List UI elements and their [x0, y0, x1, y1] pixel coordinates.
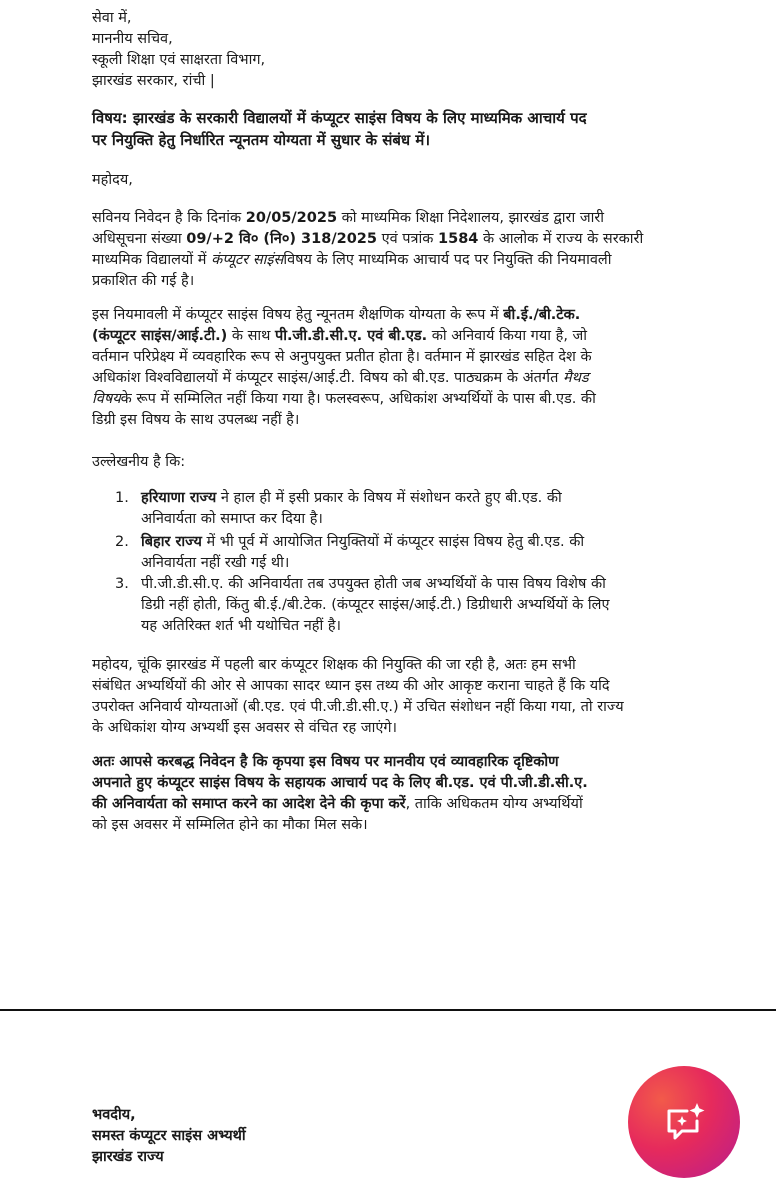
subject-line: विषय: झारखंड के सरकारी विद्यालयों में कंप्यूटर साइंस विषय के लिए माध्यमिक आचार्य पद: [92, 109, 587, 127]
subject-block: [92, 107, 702, 151]
ai-sparkle-chat-icon: [661, 1099, 707, 1145]
signature-line: झारखंड राज्य: [92, 1149, 164, 1165]
ai-assistant-button[interactable]: [628, 1066, 740, 1178]
paragraph-notification: सविनय निवेदन है कि दिनांक 20/05/2025 को माध्यमिक शिक्षा निदेशालय, झारखंड द्वारा जारी अधिसूचना संख्या 09/+2 वि० (नि०) 318/2025 एवं पत्रांक 1584 के आलोक में राज्य के सरकारी माध्यमिक विद्यालयों में कंप्यूटर साइंसविषय के लिए माध्यमिक आचार्य पद पर नियुक्ति की नियमावली प्रकाशित की गई है।: [92, 210, 644, 289]
salutation: महोदय,: [92, 172, 133, 188]
paragraph-qualification: इस नियमावली में कंप्यूटर साइंस विषय हेतु न्यूनतम शैक्षणिक योग्यता के रूप में बी.ई./बी.टेक. (कंप्यूटर साइंस/आई.टी.) के साथ पी.जी.डी.सी.ए. एवं बी.एड. को अनिवार्य किया गया है, जो वर्तमान परिप्रेक्ष्य में व्यवहारिक रूप से अनुपयुक्त प्रतीत होता है। वर्तमान में झारखंड सहित देश के अधिकांश विश्वविद्यालयों में कंप्यूटर साइंस/आई.टी. विषय को बी.एड. पाठ्यक्रम के अंतर्गत मैथड विषयके रूप में सम्मिलित नहीं किया गया है। फलस्वरूप, अधिकांश अभ्यर्थियों के पास बी.एड. की डिग्री इस विषय के साथ उपलब्ध नहीं है।: [92, 307, 596, 428]
address-block: [92, 8, 702, 92]
address-line: झारखंड सरकार, रांची |: [92, 73, 215, 89]
address-line: माननीय सचिव,: [92, 31, 173, 47]
notable-heading: उल्लेखनीय है कि:: [92, 454, 186, 470]
paragraph-concern: महोदय, चूंकि झारखंड में पहली बार कंप्यूटर शिक्षक की नियुक्ति की जा रही है, अतः हम सभी संबंधित अभ्यर्थियों की ओर से आपका सादर ध्यान इस तथ्य की ओर आकृष्ट कराना चाहते हैं कि यदि उपरोक्त अनिवार्य योग्यताओं (बी.एड. एवं पी.जी.डी.सी.ए.) में उचित संशोधन नहीं किया गया, तो राज्य के अधिकांश योग्य अभ्यर्थी इस अवसर से वंचित रह जाएंगे।: [92, 657, 624, 736]
address-line: स्कूली शिक्षा एवं साक्षरता विभाग,: [92, 52, 266, 68]
subject-line: पर नियुक्ति हेतु निर्धारित न्यूनतम योग्यता में सुधार के संबंध में।: [92, 131, 431, 149]
paragraph-request: अतः आपसे करबद्ध निवेदन है कि कृपया इस विषय पर मानवीय एवं व्यावहारिक दृष्टिकोण अपनाते हुए कंप्यूटर साइंस विषय के सहायक आचार्य पद के लिए बी.एड. एवं पी.जी.डी.सी.ए. की अनिवार्यता को समाप्त करने का आदेश देने की कृपा करें, ताकि अधिकतम योग्य अभ्यर्थियों को इस अवसर में सम्मिलित होने का मौका मिल सके।: [92, 754, 588, 833]
address-line: सेवा में,: [92, 10, 132, 26]
signature-line: भवदीय,: [92, 1107, 136, 1123]
letter-page: सेवा में, माननीय सचिव, स्कूली शिक्षा एवं साक्षरता विभाग, झारखंड सरकार, रांची | विषय: झारखंड के सरकारी विद्यालयों में कंप्यूटर साइंस विषय के लिए माध्यमिक आचार्य पद पर नियुक्ति हेतु निर्धारित न्यूनतम योग्यता में सुधार के संबंध में। महोदय, सविनय निवेदन है कि दिनांक 20/05/2025 को माध्यमिक शिक्षा निदेशालय, झारखंड द्वारा जारी अधिसूचना संख्या 09/+2 वि० (नि०) 318/2025 एवं पत्रांक 1584 के आलोक में राज्य के सरकारी माध्यमिक विद्यालयों में कंप्यूटर साइंसविषय के लिए माध्यमिक आचार्य पद पर नियुक्ति की नियमावली प्रकाशित की गई है। इस नियमावली में कंप्यूटर साइंस विषय हेतु न्यूनतम शैक्षणिक योग्यता के रूप में बी.ई./बी.टेक. (कंप्यूटर साइंस/आई.टी.) के साथ पी.जी.डी.सी.ए. एवं बी.एड. को अनिवार्य किया गया है, जो वर्तमान परिप्रेक्ष्य में व्यवहारिक रूप से अनुपयुक्त प्रतीत होता है। वर्तमान में झारखंड सहित देश के अधिकांश विश्वविद्यालयों में कंप्यूटर साइंस/आई.टी. विषय को बी.एड. पाठ्यक्रम के अंतर्गत मैथड विषयके रूप में सम्मिलित नहीं किया गया है। फलस्वरूप, अधिकांश अभ्यर्थियों के पास बी.एड. की डिग्री इस विषय के साथ उपलब्ध नहीं है। उल्लेखनीय है कि: 1. हरियाणा राज्य ने हाल ही में इसी प्रकार के विषय में संशोधन करते हुए बी.एड. की अनिवार्यता को समाप्त कर दिया है। 2. बिहार राज्य में भी पूर्व में आयोजित नियुक्तियों में कंप्यूटर साइंस विषय हेतु बी.एड. की अनिवार्यता नहीं रखी गई थी। 3. पी.जी.डी.सी.ए. की अनिवार्यता तब उपयुक्त होती जब अभ्यर्थियों के पास विषय विशेष की डिग्री नहीं होती, किंतु बी.ई./बी.टेक. (कंप्यूटर साइंस/आई.टी.) डिग्रीधारी अभ्यर्थियों के लिए यह अतिरिक्त शर्त भी यथोचित नहीं है। महोदय, चूंकि झारखंड में पहली बार कंप्यूटर शिक्षक की नियुक्ति की जा रही है, अतः हम सभी संबंधित अभ्यर्थियों की ओर से आपका सादर ध्यान इस तथ्य की ओर आकृष्ट कराना चाहते हैं कि यदि उपरोक्त अनिवार्य योग्यताओं (बी.एड. एवं पी.जी.डी.सी.ए.) में उचित संशोधन नहीं किया गया, तो राज्य के अधिकांश योग्य अभ्यर्थी इस अवसर से वंचित रह जाएंगे। अतः आपसे करबद्ध निवेदन है कि कृपया इस विषय पर मानवीय एवं व्यावहारिक दृष्टिकोण अपनाते हुए कंप्यूटर साइंस विषय के सहायक आचार्य पद के लिए बी.एड. एवं पी.जी.डी.सी.ए. की अनिवार्यता को समाप्त करने का आदेश देने की कृपा करें, ताकि अधिकतम योग्य अभ्यर्थियों को इस अवसर में सम्मिलित होने का मौका मिल सके।: [0, 0, 776, 1010]
signature-line: समस्त कंप्यूटर साइंस अभ्यर्थी: [92, 1128, 246, 1144]
signature-block: [92, 1105, 246, 1168]
